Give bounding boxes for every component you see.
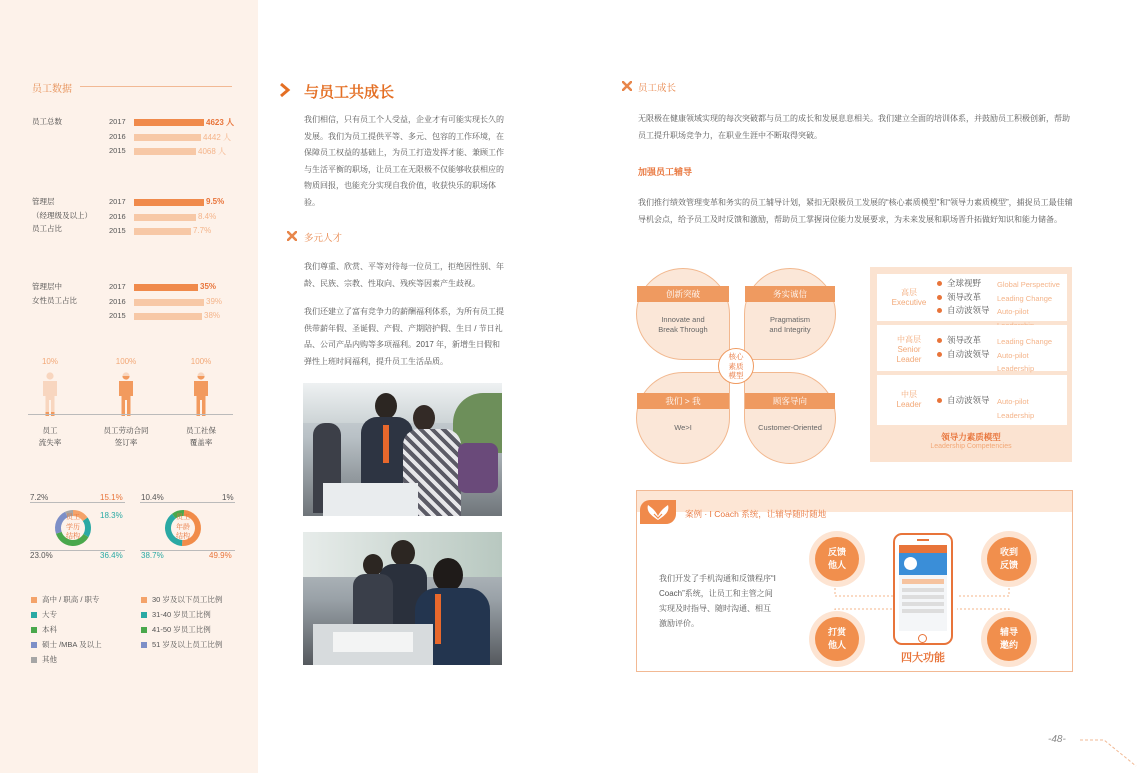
- stat-value: 4623 人: [206, 118, 235, 127]
- year-label: 2017: [109, 117, 126, 126]
- ring1-tr-value: 15.1%: [100, 493, 123, 502]
- legend-swatch: [141, 642, 147, 648]
- age-ring-center: 员工 年龄 结构: [176, 514, 190, 540]
- divider: [28, 414, 233, 415]
- page-number: -48-: [1048, 734, 1066, 745]
- legend-swatch: [141, 612, 147, 618]
- legend-item: 30 岁及以下员工比例: [141, 592, 222, 607]
- stat-bar: [134, 119, 204, 126]
- stat-percent: 10%: [41, 357, 58, 366]
- leadership-subtitle: Leadership Competencies: [930, 443, 1012, 450]
- ring2-bl-value: 38.7%: [141, 551, 164, 560]
- person-icon: [116, 372, 136, 418]
- phone-mockup: [893, 533, 953, 645]
- employees-photo-2: [303, 532, 502, 665]
- legend-item: 51 岁及以上员工比例: [141, 637, 222, 652]
- legend-swatch: [31, 657, 37, 663]
- stat-value: 4442 人: [203, 132, 232, 142]
- stat-label: 员工 流失率: [38, 426, 62, 447]
- stat-value: 9.5%: [206, 197, 225, 206]
- stat-value: 4068 人: [198, 147, 227, 156]
- ring1-br-value: 36.4%: [100, 551, 123, 560]
- year-label: 2016: [109, 131, 126, 141]
- stat-percent: 100%: [190, 357, 212, 366]
- legend-item: 高中 / 职高 / 职专: [31, 592, 102, 607]
- year-label: 2015: [109, 311, 126, 320]
- education-ring-center: 员工 学历 结构: [66, 514, 80, 540]
- coaching-heading: 加强员工辅导: [638, 167, 693, 177]
- ring2-tr-value: 1%: [222, 493, 234, 502]
- stat-value: 8.4%: [198, 211, 217, 221]
- legend-item: 31-40 岁员工比例: [141, 607, 222, 622]
- leadership-model: [870, 267, 1072, 462]
- legend-item: 41-50 岁员工比例: [141, 622, 222, 637]
- coaching-paragraph: 我们推行绩效管理变革和务实的员工辅导计划，紧扣无限极员工发展的“核心素质模型”和“领导力素质模型”，捕捉员工最佳辅导机会点，给予员工及时反馈和激励，帮助员工掌握岗位能力发展要求，为未来发展和职场晋升拓做好知识和能力储备。: [638, 198, 1073, 224]
- legend-swatch: [31, 627, 37, 633]
- stat-value: 7.7%: [193, 226, 212, 235]
- person-icon: [191, 372, 211, 418]
- person-icon: [40, 372, 60, 418]
- ring1-bl-value: 23.0%: [30, 551, 53, 560]
- petal-pragmatism: 务实诚信 Pragmatism and Integrity: [744, 268, 836, 360]
- growth-heading: 员工成长: [638, 83, 677, 94]
- legend-item: 硕士 /MBA 及以上: [31, 637, 102, 652]
- cross-icon: [287, 231, 297, 241]
- case-box: [636, 490, 1073, 672]
- year-label: 2016: [109, 211, 126, 221]
- divider: [140, 502, 235, 503]
- education-legend: [31, 592, 102, 667]
- ring2-tl-value: 10.4%: [141, 493, 164, 502]
- legend-item: 大专: [31, 607, 102, 622]
- chevron-right-icon: [278, 82, 294, 98]
- receive-feedback-bubble: 收到 反馈: [987, 537, 1031, 581]
- stat-bar: [134, 199, 204, 206]
- petal-innovate: 创新突破 Innovate and Break Through: [636, 268, 730, 360]
- reward-others-bubble: 打赏 他人: [815, 617, 859, 661]
- employees-photo-1: [303, 383, 502, 516]
- employee-data-sidebar: [0, 0, 258, 773]
- core-competency-model: [636, 268, 836, 464]
- legend-swatch: [31, 597, 37, 603]
- stat-label: 员工劳动合同 签订率: [103, 426, 149, 447]
- year-label: 2017: [109, 282, 126, 291]
- level-senior-leader: 中高层 Senior Leader 领导改革 自动波领导 Leading Change Auto-pilot Leadership: [877, 325, 1067, 371]
- page-title: 与员工共成长: [304, 84, 395, 101]
- divider: [80, 86, 232, 87]
- stat-bar: [134, 313, 202, 320]
- legend-swatch: [141, 627, 147, 633]
- legend-swatch: [141, 597, 147, 603]
- legend-item: 其他: [31, 652, 102, 667]
- year-label: 2017: [109, 197, 126, 206]
- legend-swatch: [31, 612, 37, 618]
- ring1-tl-value: 7.2%: [30, 493, 49, 502]
- diversity-heading: 多元人才: [304, 233, 343, 244]
- core-model-center: 核心 素质 模型: [718, 348, 754, 384]
- stat-bar: [134, 228, 191, 235]
- ring2-br-value: 49.9%: [209, 551, 232, 560]
- stat-bar: [134, 299, 204, 306]
- case-title: 案例 · I Coach 系统，让辅导随时随地: [685, 509, 827, 519]
- stat-value: 35%: [200, 282, 217, 291]
- case-paragraph: 我们开发了手机沟通和反馈程序“I Coach”系统，让员工和主管之间实现及时指导、随时沟通、相互激励评价。: [659, 574, 776, 628]
- growth-paragraph: 无限极在健康领域实现的每次突破都与员工的成长和发展息息相关。我们建立全面的培训体系，并鼓励员工积极创新，帮助员工提升职场竞争力，在职业生涯中不断取得突破。: [638, 114, 1070, 140]
- stat-bar: [134, 148, 196, 155]
- coaching-invite-bubble: 辅导 邀约: [987, 617, 1031, 661]
- group-label: 管理层 （经理级及以上） 员工占比: [32, 197, 92, 233]
- legend-item: 本科: [31, 622, 102, 637]
- corner-decoration: [1080, 738, 1138, 768]
- group-label: 管理层中 女性员工占比: [32, 282, 77, 305]
- age-legend: [141, 592, 222, 652]
- petal-we-over-i: 我们 > 我 We>I: [636, 372, 730, 464]
- sidebar-title: 员工数据: [32, 84, 72, 95]
- stat-label: 员工社保 覆盖率: [186, 426, 216, 447]
- diversity-paragraph: 我们尊重、欣赏、平等对待每一位员工，拒绝因性别、年龄、民族、宗教、性取向、残疾等因素产生歧视。: [304, 262, 504, 288]
- leadership-title: 领导力素质模型: [941, 432, 1001, 442]
- stat-bar: [134, 214, 196, 221]
- ring1-mr-value: 18.3%: [100, 511, 123, 520]
- year-label: 2015: [109, 226, 126, 235]
- year-label: 2015: [109, 146, 126, 155]
- level-executive: 高层 Executive 全球视野 领导改革 自动波领导 Global Perspective Leading Change Auto-pilot: [877, 274, 1067, 321]
- stat-value: 39%: [206, 296, 223, 306]
- feedback-others-bubble: 反馈 他人: [815, 537, 859, 581]
- legend-swatch: [31, 642, 37, 648]
- divider: [30, 502, 125, 503]
- stat-percent: 100%: [115, 357, 137, 366]
- group-label: 员工总数: [32, 117, 62, 126]
- four-functions-caption: 四大功能: [901, 652, 945, 664]
- petal-customer: 顾客导向 Customer-Oriented: [744, 372, 836, 464]
- stat-bar: [134, 284, 198, 291]
- stat-bar: [134, 134, 201, 141]
- intro-paragraph: 我们相信，只有员工个人受益，企业才有可能实现长久的发展。我们为员工提供平等、多元、包容的工作环境，在保障员工权益的基础上，为员工打造发挥才能、兼顾工作与生活平衡的职场，让员工在无限极不仅能够收获相应的物质回报，也能充分实现自我价值，收获快乐的职场体验。: [304, 115, 504, 207]
- level-leader: 中层 Leader 自动波领导 Auto-pilot Leadership: [877, 375, 1067, 425]
- cross-icon: [622, 81, 632, 91]
- benefits-paragraph: 我们还建立了富有竞争力的薪酬福利体系，为所有员工提供带薪年假、圣诞假、产假、产期陪护假、生日 / 节日礼品、公司产品内购等多项福利。2017 年，新增生日假和弹性上班时间福利，提升员工生活品质。: [304, 307, 504, 366]
- year-label: 2016: [109, 296, 126, 306]
- wings-icon: [640, 500, 676, 524]
- stat-value: 38%: [204, 311, 221, 320]
